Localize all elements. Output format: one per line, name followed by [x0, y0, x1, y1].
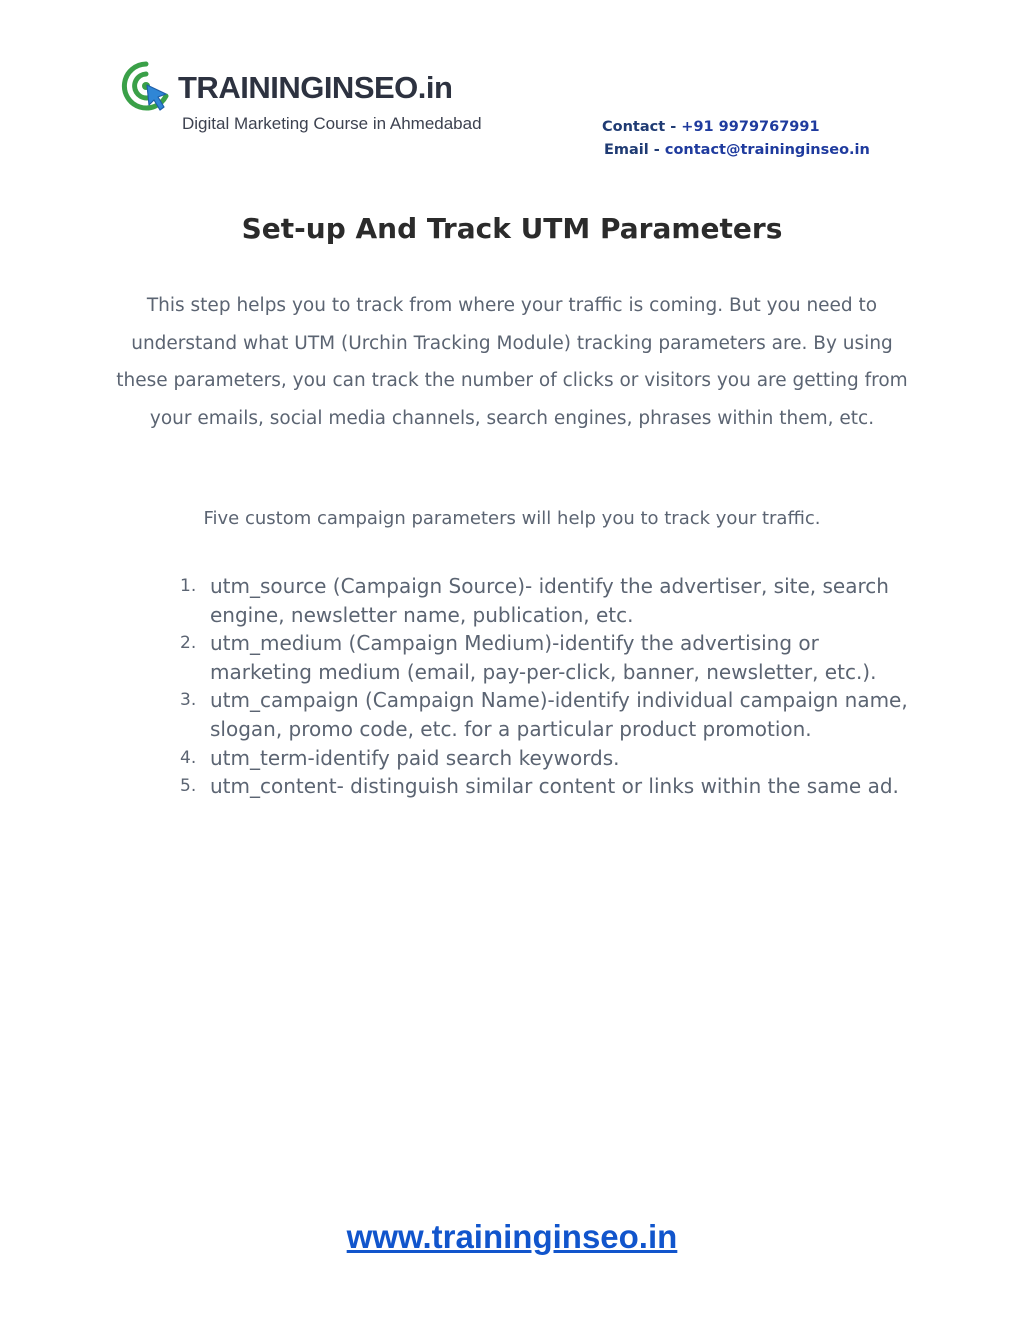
list-item-text: utm_campaign (Campaign Name)-identify individual campaign name, slogan, promo code, etc. for a particular product promotion.	[210, 688, 908, 741]
list-item	[180, 572, 920, 629]
logo-tagline: Digital Marketing Course in Ahmedabad	[182, 114, 482, 133]
list-item-text: utm_content- distinguish similar content or links within the same ad.	[210, 774, 899, 799]
utm-parameter-list	[180, 572, 920, 801]
list-item	[180, 629, 920, 686]
list-number: 5.	[180, 776, 197, 797]
contact-email-label: Email -	[604, 142, 665, 158]
list-item-text: utm_term-identify paid search keywords.	[210, 745, 620, 770]
contact-phone-line	[602, 117, 820, 137]
list-item-text: utm_source (Campaign Source)- identify the advertiser, site, search engine, newsletter name, publication, etc.	[210, 574, 889, 627]
intro-paragraph: This step helps you to track from where your traffic is coming. But you need to understand what UTM (Urchin Tracking Module) tracking parameters are. By using these parameters, you can track the number of clicks or visitors you are getting from your emails, social media channels, search engines, phrases within them, etc.	[116, 295, 908, 429]
list-number: 1.	[180, 576, 197, 596]
list-number: 2.	[180, 633, 197, 654]
page-title: Set-up And Track UTM Parameters	[241, 212, 783, 245]
contact-email-value[interactable]: contact@traininginseo.in	[664, 142, 870, 158]
list-number: 3.	[180, 690, 197, 711]
contact-email-line	[604, 140, 870, 160]
list-item	[180, 772, 920, 801]
five-params-paragraph: Five custom campaign parameters will help you to track your traffic.	[203, 508, 821, 529]
target-cursor-icon	[120, 60, 172, 120]
brand-logo	[120, 60, 482, 140]
list-item-text: utm_medium (Campaign Medium)-identify the advertising or marketing medium (email, pay-per-click, banner, newsletter, etc.).	[210, 631, 877, 684]
website-link[interactable]: www.traininginseo.in	[346, 1218, 678, 1255]
contact-phone-value[interactable]: +91 9979767991	[681, 119, 820, 135]
list-item	[180, 744, 920, 773]
contact-phone-label: Contact -	[602, 119, 682, 135]
list-item	[180, 686, 920, 743]
logo-name: TRAININGINSEO.in	[178, 70, 453, 105]
list-number: 4.	[180, 747, 197, 768]
